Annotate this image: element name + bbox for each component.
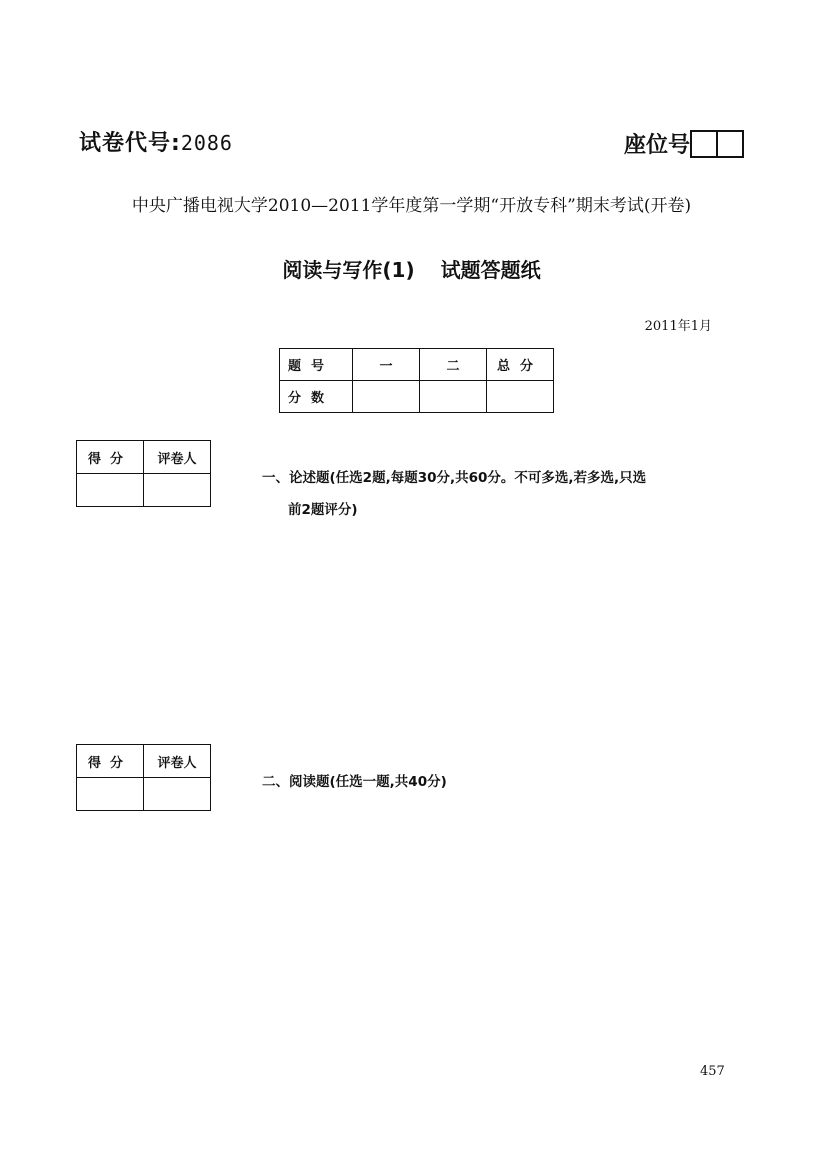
paper-subtitle: 试题答题纸 xyxy=(440,258,541,282)
exam-code-label: 试卷代号: xyxy=(79,131,181,156)
section-one-heading: 一、论述题(任选2题,每题30分,共60分。不可多选,若多选,只选 xyxy=(262,470,647,486)
paper-title xyxy=(0,254,823,283)
grader-box-section-two xyxy=(76,744,211,811)
table-row xyxy=(77,745,211,778)
grader-input-cell[interactable] xyxy=(144,778,211,811)
grader-label: 评卷人 xyxy=(144,745,211,778)
score-input-cell[interactable] xyxy=(77,778,144,811)
seat-number-label: 座位号 xyxy=(624,133,691,158)
score-input-cell[interactable] xyxy=(487,381,554,413)
table-cell: 一 xyxy=(353,349,420,381)
score-input-cell[interactable] xyxy=(353,381,420,413)
score-input-cell[interactable] xyxy=(77,474,144,507)
page-number: 457 xyxy=(700,1064,725,1079)
table-cell: 总分 xyxy=(487,349,554,381)
score-input-cell[interactable] xyxy=(420,381,487,413)
seat-box[interactable] xyxy=(692,132,716,156)
table-cell: 二 xyxy=(420,349,487,381)
seat-number-boxes[interactable] xyxy=(690,130,744,158)
exam-code xyxy=(79,126,233,157)
seat-box[interactable] xyxy=(716,132,742,156)
table-row xyxy=(280,381,554,413)
table-row xyxy=(280,349,554,381)
table-row xyxy=(77,441,211,474)
seat-number xyxy=(624,128,744,159)
exam-date: 2011年1月 xyxy=(644,319,712,334)
grader-input-cell[interactable] xyxy=(144,474,211,507)
section-two-heading: 二、阅读题(任选一题,共40分) xyxy=(262,774,447,790)
exam-title: 中央广播电视大学2010—2011学年度第一学期“开放专科”期末考试(开卷) xyxy=(131,196,692,216)
score-label: 得分 xyxy=(77,441,144,474)
grader-label: 评卷人 xyxy=(144,441,211,474)
exam-code-number: 2086 xyxy=(180,131,233,155)
section-one-heading-cont: 前2题评分) xyxy=(288,502,358,518)
score-table xyxy=(279,348,554,413)
course-name: 阅读与写作(1) xyxy=(282,258,415,282)
grader-box-section-one xyxy=(76,440,211,507)
table-cell: 题号 xyxy=(280,349,353,381)
table-cell: 分数 xyxy=(280,381,353,413)
score-label: 得分 xyxy=(77,745,144,778)
table-row xyxy=(77,474,211,507)
table-row xyxy=(77,778,211,811)
